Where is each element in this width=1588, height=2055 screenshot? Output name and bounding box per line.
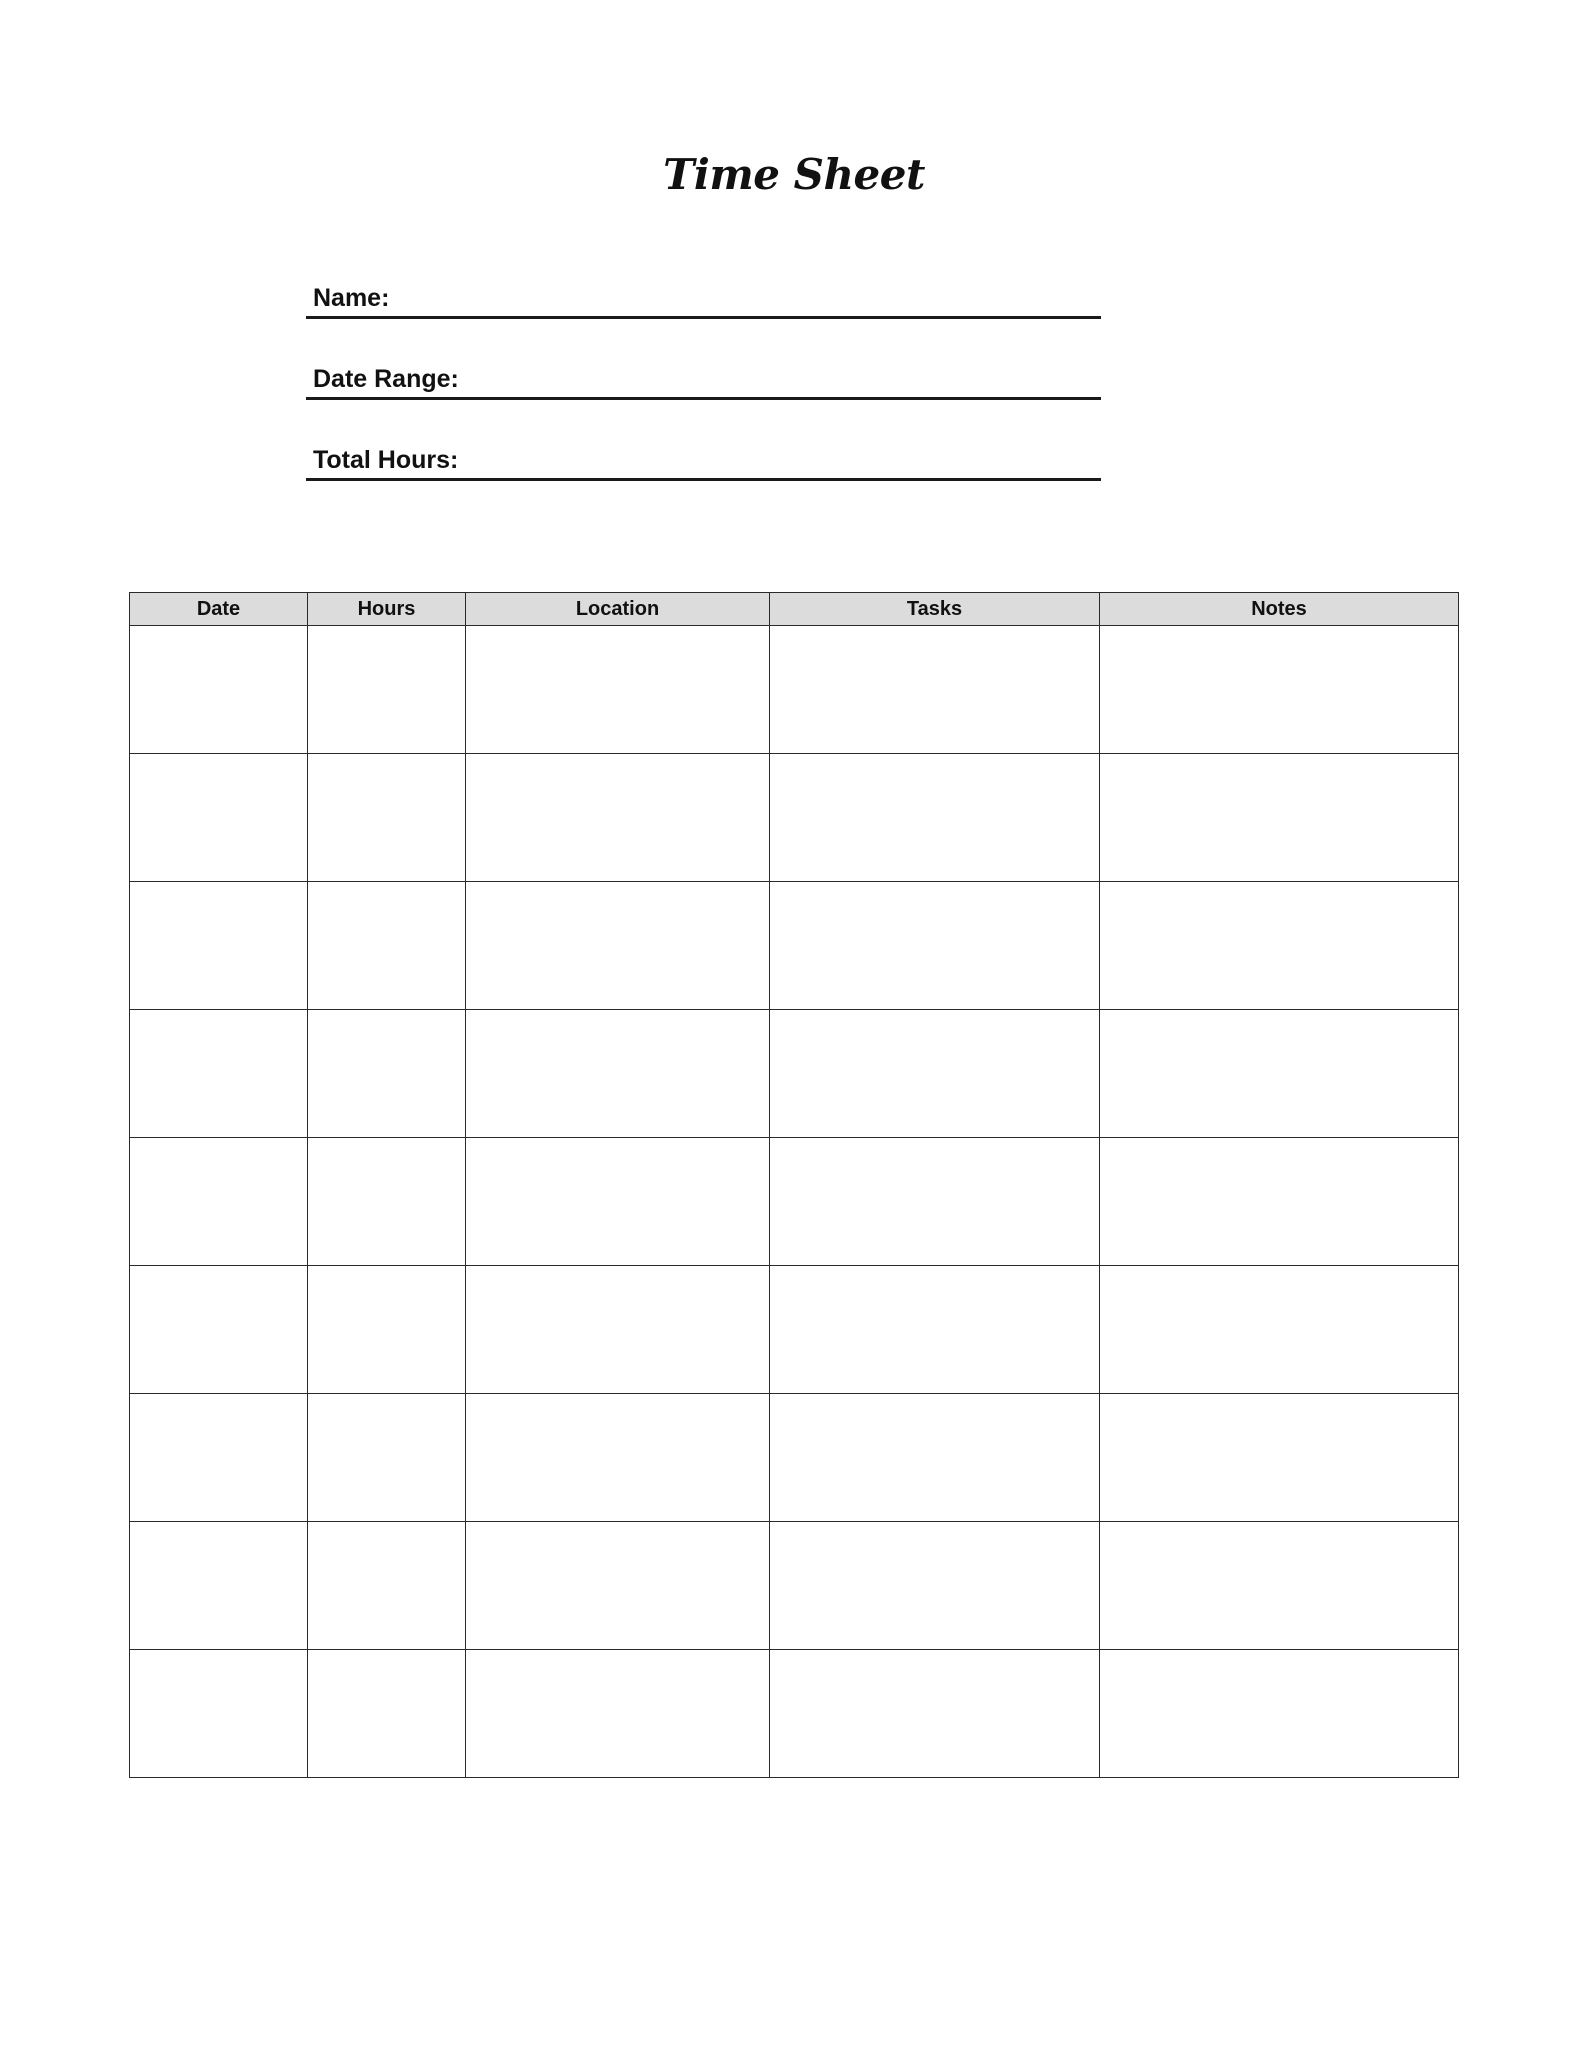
notes-cell-input[interactable] xyxy=(1100,1520,1458,1647)
location-cell-input[interactable] xyxy=(466,1392,769,1519)
location-cell-input[interactable] xyxy=(466,1520,769,1647)
table-row xyxy=(130,882,1459,1010)
table-row xyxy=(130,754,1459,882)
table-cell-date[interactable] xyxy=(130,1394,308,1522)
table-cell-tasks[interactable] xyxy=(770,626,1100,754)
table-cell-date[interactable] xyxy=(130,1266,308,1394)
table-row xyxy=(130,1394,1459,1522)
table-cell-notes[interactable] xyxy=(1100,1266,1459,1394)
location-cell-input[interactable] xyxy=(466,1008,769,1135)
tasks-cell-input[interactable] xyxy=(770,1264,1099,1391)
date-cell-input[interactable] xyxy=(130,1136,307,1263)
table-cell-notes[interactable] xyxy=(1100,882,1459,1010)
table-cell-tasks[interactable] xyxy=(770,882,1100,1010)
notes-cell-input[interactable] xyxy=(1100,1008,1458,1135)
table-cell-location[interactable] xyxy=(466,626,770,754)
table-cell-notes[interactable] xyxy=(1100,1394,1459,1522)
table-cell-location[interactable] xyxy=(466,1394,770,1522)
table-cell-notes[interactable] xyxy=(1100,1650,1459,1778)
tasks-cell-input[interactable] xyxy=(770,752,1099,879)
hours-cell-input[interactable] xyxy=(308,1264,465,1391)
notes-cell-input[interactable] xyxy=(1100,1648,1458,1775)
column-header-tasks: Tasks xyxy=(770,593,1100,626)
date-range-label: Date Range: xyxy=(313,365,459,393)
date-range-field xyxy=(306,361,1101,400)
table-cell-notes[interactable] xyxy=(1100,626,1459,754)
table-row xyxy=(130,1266,1459,1394)
table-cell-tasks[interactable] xyxy=(770,1010,1100,1138)
table-row xyxy=(130,1522,1459,1650)
table-cell-date[interactable] xyxy=(130,1010,308,1138)
notes-cell-input[interactable] xyxy=(1100,880,1458,1007)
table-cell-hours[interactable] xyxy=(308,882,466,1010)
table-cell-tasks[interactable] xyxy=(770,1522,1100,1650)
column-header-notes: Notes xyxy=(1100,593,1459,626)
location-cell-input[interactable] xyxy=(466,1136,769,1263)
column-header-hours: Hours xyxy=(308,593,466,626)
total-hours-label: Total Hours: xyxy=(313,446,459,474)
table-cell-tasks[interactable] xyxy=(770,754,1100,882)
table-cell-tasks[interactable] xyxy=(770,1650,1100,1778)
total-hours-input[interactable] xyxy=(476,446,1101,478)
table-row xyxy=(130,1650,1459,1778)
table-cell-hours[interactable] xyxy=(308,1138,466,1266)
table-cell-hours[interactable] xyxy=(308,754,466,882)
table-row xyxy=(130,626,1459,754)
location-cell-input[interactable] xyxy=(466,880,769,1007)
table-cell-location[interactable] xyxy=(466,1522,770,1650)
tasks-cell-input[interactable] xyxy=(770,1136,1099,1263)
table-header-row xyxy=(130,593,1459,626)
date-cell-input[interactable] xyxy=(130,1008,307,1135)
table-cell-location[interactable] xyxy=(466,1138,770,1266)
date-cell-input[interactable] xyxy=(130,1520,307,1647)
location-cell-input[interactable] xyxy=(466,752,769,879)
hours-cell-input[interactable] xyxy=(308,624,465,751)
table-cell-location[interactable] xyxy=(466,882,770,1010)
tasks-cell-input[interactable] xyxy=(770,880,1099,1007)
location-cell-input[interactable] xyxy=(466,624,769,751)
tasks-cell-input[interactable] xyxy=(770,1392,1099,1519)
table-body xyxy=(130,626,1459,1778)
table-cell-tasks[interactable] xyxy=(770,1394,1100,1522)
date-cell-input[interactable] xyxy=(130,1392,307,1519)
notes-cell-input[interactable] xyxy=(1100,1392,1458,1519)
table-cell-hours[interactable] xyxy=(308,1650,466,1778)
location-cell-input[interactable] xyxy=(466,1648,769,1775)
notes-cell-input[interactable] xyxy=(1100,1136,1458,1263)
date-cell-input[interactable] xyxy=(130,752,307,879)
table-cell-tasks[interactable] xyxy=(770,1266,1100,1394)
date-cell-input[interactable] xyxy=(130,624,307,751)
total-hours-field xyxy=(306,442,1101,481)
time-sheet-table xyxy=(129,592,1459,1778)
date-cell-input[interactable] xyxy=(130,1648,307,1775)
table-cell-notes[interactable] xyxy=(1100,1522,1459,1650)
name-field xyxy=(306,280,1101,319)
date-range-input[interactable] xyxy=(476,365,1101,397)
table-cell-hours[interactable] xyxy=(308,1522,466,1650)
hours-cell-input[interactable] xyxy=(308,880,465,1007)
table-cell-date[interactable] xyxy=(130,1650,308,1778)
table-cell-notes[interactable] xyxy=(1100,1138,1459,1266)
location-cell-input[interactable] xyxy=(466,1264,769,1391)
hours-cell-input[interactable] xyxy=(308,1008,465,1135)
table-cell-date[interactable] xyxy=(130,1138,308,1266)
tasks-cell-input[interactable] xyxy=(770,1648,1099,1775)
table-cell-hours[interactable] xyxy=(308,1010,466,1138)
table-row xyxy=(130,1138,1459,1266)
notes-cell-input[interactable] xyxy=(1100,752,1458,879)
table-cell-tasks[interactable] xyxy=(770,1138,1100,1266)
table-cell-date[interactable] xyxy=(130,626,308,754)
tasks-cell-input[interactable] xyxy=(770,1520,1099,1647)
table-cell-hours[interactable] xyxy=(308,626,466,754)
table-row xyxy=(130,1010,1459,1138)
table-cell-date[interactable] xyxy=(130,1522,308,1650)
date-cell-input[interactable] xyxy=(130,1264,307,1391)
table-cell-notes[interactable] xyxy=(1100,1010,1459,1138)
name-input[interactable] xyxy=(406,284,1101,316)
table-cell-hours[interactable] xyxy=(308,1266,466,1394)
notes-cell-input[interactable] xyxy=(1100,624,1458,751)
name-label: Name: xyxy=(313,284,390,312)
table-cell-location[interactable] xyxy=(466,754,770,882)
column-header-location: Location xyxy=(466,593,770,626)
table-cell-notes[interactable] xyxy=(1100,754,1459,882)
column-header-date: Date xyxy=(130,593,308,626)
notes-cell-input[interactable] xyxy=(1100,1264,1458,1391)
date-cell-input[interactable] xyxy=(130,880,307,1007)
table-cell-date[interactable] xyxy=(130,754,308,882)
table-cell-location[interactable] xyxy=(466,1266,770,1394)
table-cell-location[interactable] xyxy=(466,1010,770,1138)
hours-cell-input[interactable] xyxy=(308,1520,465,1647)
page-title: Time Sheet xyxy=(663,150,925,199)
tasks-cell-input[interactable] xyxy=(770,624,1099,751)
table-cell-date[interactable] xyxy=(130,882,308,1010)
hours-cell-input[interactable] xyxy=(308,752,465,879)
hours-cell-input[interactable] xyxy=(308,1136,465,1263)
hours-cell-input[interactable] xyxy=(308,1392,465,1519)
table-cell-hours[interactable] xyxy=(308,1394,466,1522)
table-cell-location[interactable] xyxy=(466,1650,770,1778)
hours-cell-input[interactable] xyxy=(308,1648,465,1775)
tasks-cell-input[interactable] xyxy=(770,1008,1099,1135)
